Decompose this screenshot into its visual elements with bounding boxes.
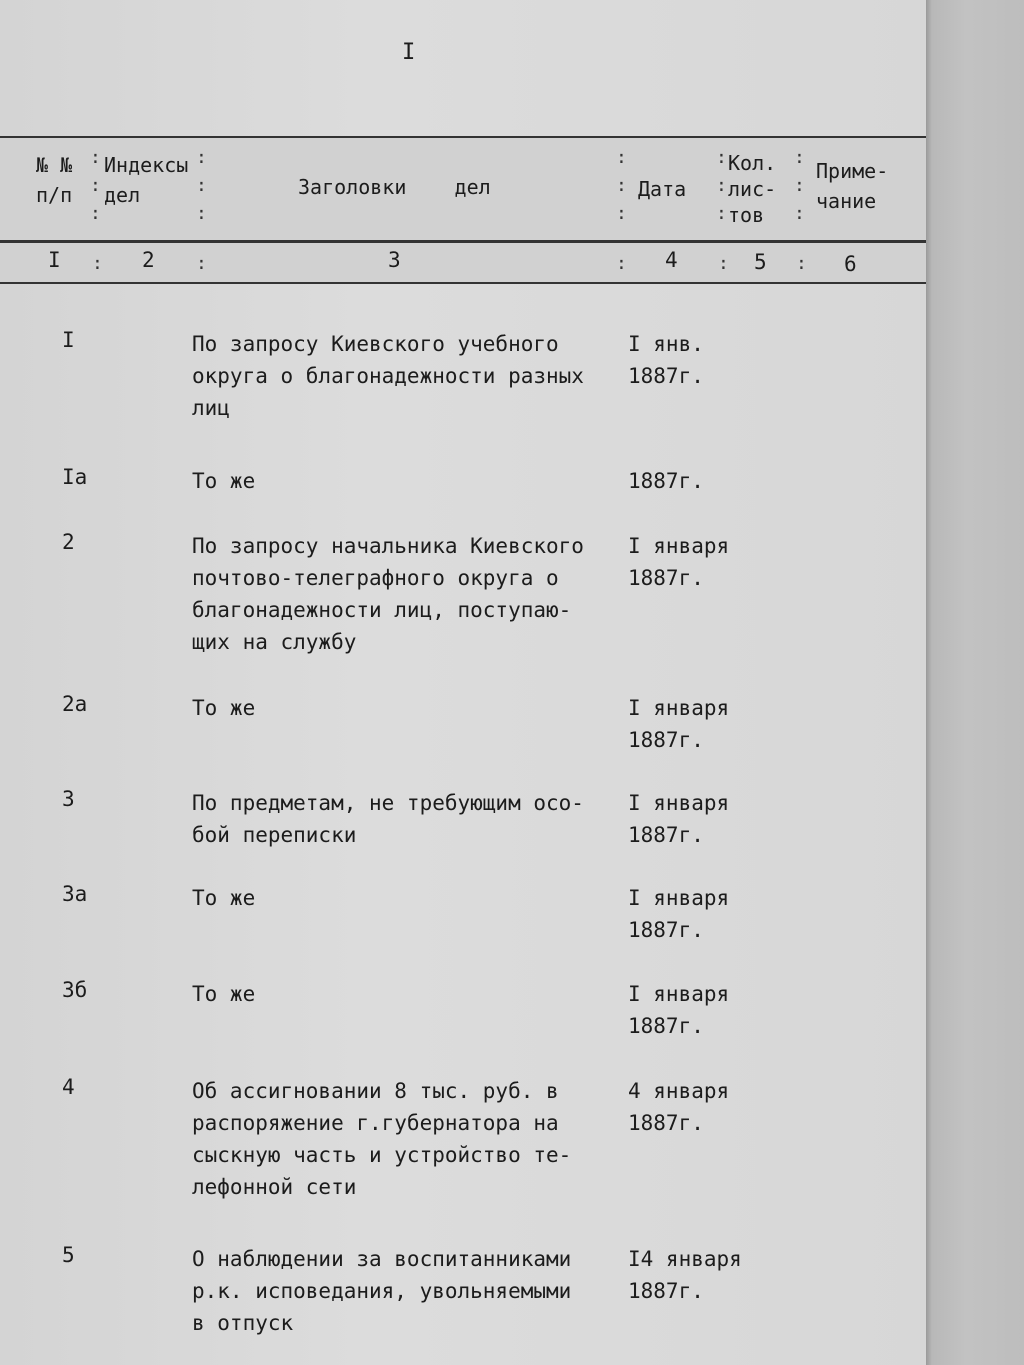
row-date: I4 января 1887г. (628, 1247, 742, 1303)
column-number: 3 (388, 248, 401, 272)
row-title: То же (192, 469, 256, 493)
header-col-note: Приме- чание (816, 159, 889, 213)
row-title: О наблюдении за воспитанниками р.к. исповедания, увольняемыми в отпуск (192, 1247, 572, 1335)
column-number: 4 (665, 248, 678, 272)
row-number: 2 (62, 530, 75, 554)
header-separator: : : : (794, 147, 805, 224)
row-number: 3 (62, 787, 75, 811)
header-col-index: Индексы дел (104, 153, 189, 207)
row-title: То же (192, 886, 256, 910)
row-number: 4 (62, 1075, 75, 1099)
column-number-separator: : (718, 253, 729, 274)
row-title: По предметам, не требующим осо- бой переписки (192, 791, 584, 847)
table-header (0, 136, 926, 284)
row-date: I января 1887г. (628, 886, 730, 942)
column-number: I (48, 248, 61, 272)
header-separator: : : : (716, 147, 727, 224)
header-bottom-rule (0, 282, 926, 284)
row-number: 2а (62, 692, 88, 716)
row-date: 1887г. (628, 469, 704, 493)
header-col-date: Дата (638, 177, 687, 201)
row-date: I января 1887г. (628, 534, 730, 590)
row-title: По запросу начальника Киевского почтово-телеграфного округа о благонадежности лиц, поступаю- щих на службу (192, 534, 584, 654)
column-number: 6 (844, 252, 857, 276)
row-number: 3а (62, 882, 88, 906)
column-number-separator: : (196, 253, 207, 274)
row-title: По запросу Киевского учебного округа о благонадежности разных лиц (192, 332, 584, 420)
page-number: I (402, 40, 416, 65)
row-date: I января 1887г. (628, 696, 730, 752)
row-number: 5 (62, 1243, 75, 1267)
header-col-sheets: Кол. лис- тов (728, 151, 777, 227)
row-number: Iа (62, 465, 88, 489)
column-number-separator: : (796, 253, 807, 274)
row-date: I января 1887г. (628, 791, 730, 847)
row-date: I января 1887г. (628, 982, 730, 1038)
column-number-separator: : (616, 253, 627, 274)
row-number: I (62, 328, 75, 352)
header-mid-rule (0, 240, 926, 243)
row-date: 4 января 1887г. (628, 1079, 730, 1135)
header-col-number: № № п/п (36, 153, 73, 207)
header-top-rule (0, 136, 926, 138)
header-separator: : : : (616, 147, 627, 224)
row-number: 3б (62, 978, 88, 1002)
column-number-separator: : (92, 253, 103, 274)
row-title: То же (192, 696, 256, 720)
row-title: Об ассигновании 8 тыс. руб. в распоряжение г.губернатора на сыскную часть и устройство те- лефонной сети (192, 1079, 572, 1199)
header-col-title: Заголовки дел (298, 175, 491, 199)
column-number: 2 (142, 248, 155, 272)
row-title: То же (192, 982, 256, 1006)
row-date: I янв. 1887г. (628, 332, 704, 388)
page-edge (926, 0, 1024, 1365)
column-number: 5 (754, 250, 767, 274)
header-separator: : : : (90, 147, 101, 224)
header-separator: : : : (196, 147, 207, 224)
